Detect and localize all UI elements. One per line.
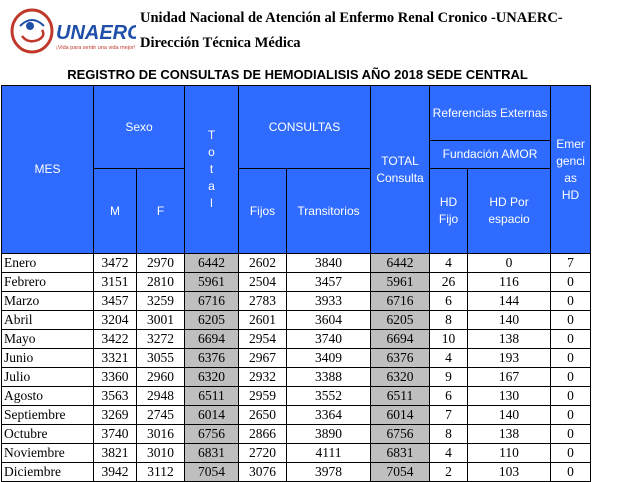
table-row (2, 254, 591, 273)
cell-mes: Marzo (2, 292, 94, 311)
cell-emergencias: 0 (551, 311, 591, 330)
cell-mes: Julio (2, 368, 94, 387)
cell-emergencias: 0 (551, 387, 591, 406)
cell-f: 3259 (137, 292, 185, 311)
cell-m: 3942 (94, 463, 137, 482)
cell-emergencias: 0 (551, 463, 591, 482)
table-row (2, 368, 591, 387)
cell-f: 3016 (137, 425, 185, 444)
cell-transitorios: 3740 (287, 330, 371, 349)
cell-hd-fijo: 9 (430, 368, 468, 387)
cell-mes: Diciembre (2, 463, 94, 482)
cell-mes: Agosto (2, 387, 94, 406)
cell-f: 2948 (137, 387, 185, 406)
cell-emergencias: 0 (551, 425, 591, 444)
cell-hd-fijo: 6 (430, 292, 468, 311)
cell-hd-fijo: 10 (430, 330, 468, 349)
cell-transitorios: 3840 (287, 254, 371, 273)
cell-fijos: 2783 (239, 292, 287, 311)
cell-total: 6376 (185, 349, 239, 368)
cell-mes: Febrero (2, 273, 94, 292)
cell-m: 3422 (94, 330, 137, 349)
cell-total: 6205 (185, 311, 239, 330)
cell-total: 6014 (185, 406, 239, 425)
cell-hd-fijo: 4 (430, 444, 468, 463)
cell-m: 3321 (94, 349, 137, 368)
cell-hd-espacio: 138 (468, 330, 551, 349)
cell-total-consulta: 6694 (371, 330, 430, 349)
cell-f: 2960 (137, 368, 185, 387)
header-emergencias: Emer genci as HD (551, 86, 591, 254)
header-consultas: CONSULTAS (239, 86, 371, 169)
cell-hd-fijo: 4 (430, 349, 468, 368)
cell-total: 6442 (185, 254, 239, 273)
cell-total-consulta: 6716 (371, 292, 430, 311)
header-referencias-externas: Referencias Externas (430, 86, 551, 141)
table-row (2, 349, 591, 368)
cell-emergencias: 0 (551, 406, 591, 425)
cell-fijos: 3076 (239, 463, 287, 482)
table-body (2, 254, 591, 482)
cell-m: 3563 (94, 387, 137, 406)
header-fijos: Fijos (239, 169, 287, 254)
header-sexo: Sexo (94, 86, 185, 169)
cell-transitorios: 3388 (287, 368, 371, 387)
department-name: Dirección Técnica Médica (140, 35, 301, 51)
cell-f: 3055 (137, 349, 185, 368)
cell-hd-fijo: 8 (430, 311, 468, 330)
cell-emergencias: 0 (551, 349, 591, 368)
cell-mes: Octubre (2, 425, 94, 444)
cell-fijos: 2504 (239, 273, 287, 292)
cell-hd-fijo: 2 (430, 463, 468, 482)
cell-m: 3204 (94, 311, 137, 330)
cell-emergencias: 7 (551, 254, 591, 273)
cell-mes: Junio (2, 349, 94, 368)
cell-hd-espacio: 167 (468, 368, 551, 387)
cell-total: 6320 (185, 368, 239, 387)
cell-fijos: 2602 (239, 254, 287, 273)
table-row (2, 330, 591, 349)
cell-fijos: 2959 (239, 387, 287, 406)
cell-mes: Septiembre (2, 406, 94, 425)
cell-f: 3010 (137, 444, 185, 463)
cell-total: 5961 (185, 273, 239, 292)
cell-m: 3151 (94, 273, 137, 292)
cell-mes: Abril (2, 311, 94, 330)
cell-total: 6831 (185, 444, 239, 463)
cell-total-consulta: 6376 (371, 349, 430, 368)
cell-transitorios: 3890 (287, 425, 371, 444)
cell-emergencias: 0 (551, 444, 591, 463)
header-mes: MES (2, 86, 94, 254)
cell-hd-espacio: 116 (468, 273, 551, 292)
cell-mes: Noviembre (2, 444, 94, 463)
cell-total: 6716 (185, 292, 239, 311)
table-row (2, 444, 591, 463)
consultas-table (1, 85, 591, 482)
cell-fijos: 2601 (239, 311, 287, 330)
cell-hd-espacio: 144 (468, 292, 551, 311)
header-total-vertical: T o t a l (185, 86, 239, 254)
cell-fijos: 2650 (239, 406, 287, 425)
cell-transitorios: 3457 (287, 273, 371, 292)
table-row (2, 406, 591, 425)
cell-m: 3472 (94, 254, 137, 273)
cell-emergencias: 0 (551, 368, 591, 387)
header-hd-fijo: HD Fijo (430, 169, 468, 254)
cell-total: 6694 (185, 330, 239, 349)
header-total-consulta: TOTAL Consulta (371, 86, 430, 254)
cell-total-consulta: 5961 (371, 273, 430, 292)
header-f: F (137, 169, 185, 254)
cell-total: 6756 (185, 425, 239, 444)
header-transitorios: Transitorios (287, 169, 371, 254)
table-row (2, 273, 591, 292)
cell-hd-espacio: 103 (468, 463, 551, 482)
cell-hd-espacio: 140 (468, 311, 551, 330)
unaerc-logo (8, 6, 136, 56)
cell-total: 7054 (185, 463, 239, 482)
cell-fijos: 2932 (239, 368, 287, 387)
header-fundacion-amor: Fundación AMOR (430, 141, 551, 169)
cell-transitorios: 3933 (287, 292, 371, 311)
org-name: Unidad Nacional de Atención al Enfermo Renal Cronico -UNAERC- (140, 10, 563, 26)
table-row (2, 311, 591, 330)
cell-total-consulta: 6014 (371, 406, 430, 425)
cell-hd-fijo: 4 (430, 254, 468, 273)
table-row (2, 387, 591, 406)
cell-total-consulta: 6756 (371, 425, 430, 444)
cell-fijos: 2967 (239, 349, 287, 368)
cell-hd-espacio: 130 (468, 387, 551, 406)
logo-text: UNAERC (56, 22, 136, 44)
cell-f: 2745 (137, 406, 185, 425)
cell-transitorios: 4111 (287, 444, 371, 463)
cell-hd-fijo: 6 (430, 387, 468, 406)
cell-m: 3740 (94, 425, 137, 444)
table-row (2, 425, 591, 444)
cell-fijos: 2866 (239, 425, 287, 444)
cell-total-consulta: 7054 (371, 463, 430, 482)
logo-emblem-icon (8, 6, 136, 56)
cell-transitorios: 3604 (287, 311, 371, 330)
cell-fijos: 2954 (239, 330, 287, 349)
cell-transitorios: 3978 (287, 463, 371, 482)
cell-mes: Enero (2, 254, 94, 273)
cell-total: 6511 (185, 387, 239, 406)
header-m: M (94, 169, 137, 254)
cell-transitorios: 3364 (287, 406, 371, 425)
cell-hd-fijo: 26 (430, 273, 468, 292)
cell-total-consulta: 6205 (371, 311, 430, 330)
cell-f: 3001 (137, 311, 185, 330)
cell-m: 3457 (94, 292, 137, 311)
cell-total-consulta: 6442 (371, 254, 430, 273)
cell-fijos: 2720 (239, 444, 287, 463)
cell-m: 3821 (94, 444, 137, 463)
cell-hd-fijo: 7 (430, 406, 468, 425)
cell-f: 3112 (137, 463, 185, 482)
cell-hd-espacio: 138 (468, 425, 551, 444)
cell-emergencias: 0 (551, 273, 591, 292)
report-title: REGISTRO DE CONSULTAS DE HEMODIALISIS AÑO 2018 SEDE CENTRAL (67, 67, 528, 82)
cell-f: 3272 (137, 330, 185, 349)
table-row (2, 292, 591, 311)
cell-hd-espacio: 140 (468, 406, 551, 425)
cell-emergencias: 0 (551, 292, 591, 311)
cell-transitorios: 3409 (287, 349, 371, 368)
cell-hd-espacio: 193 (468, 349, 551, 368)
cell-f: 2970 (137, 254, 185, 273)
cell-hd-fijo: 8 (430, 425, 468, 444)
cell-total-consulta: 6831 (371, 444, 430, 463)
cell-hd-espacio: 0 (468, 254, 551, 273)
cell-m: 3360 (94, 368, 137, 387)
cell-total-consulta: 6320 (371, 368, 430, 387)
cell-hd-espacio: 110 (468, 444, 551, 463)
cell-total-consulta: 6511 (371, 387, 430, 406)
cell-mes: Mayo (2, 330, 94, 349)
logo-tagline: ¡Vida para sentir una vida mejor! (56, 45, 136, 51)
header-hd-por-espacio: HD Por espacio (468, 169, 551, 254)
cell-emergencias: 0 (551, 330, 591, 349)
cell-m: 3269 (94, 406, 137, 425)
cell-f: 2810 (137, 273, 185, 292)
table-row (2, 463, 591, 482)
cell-transitorios: 3552 (287, 387, 371, 406)
